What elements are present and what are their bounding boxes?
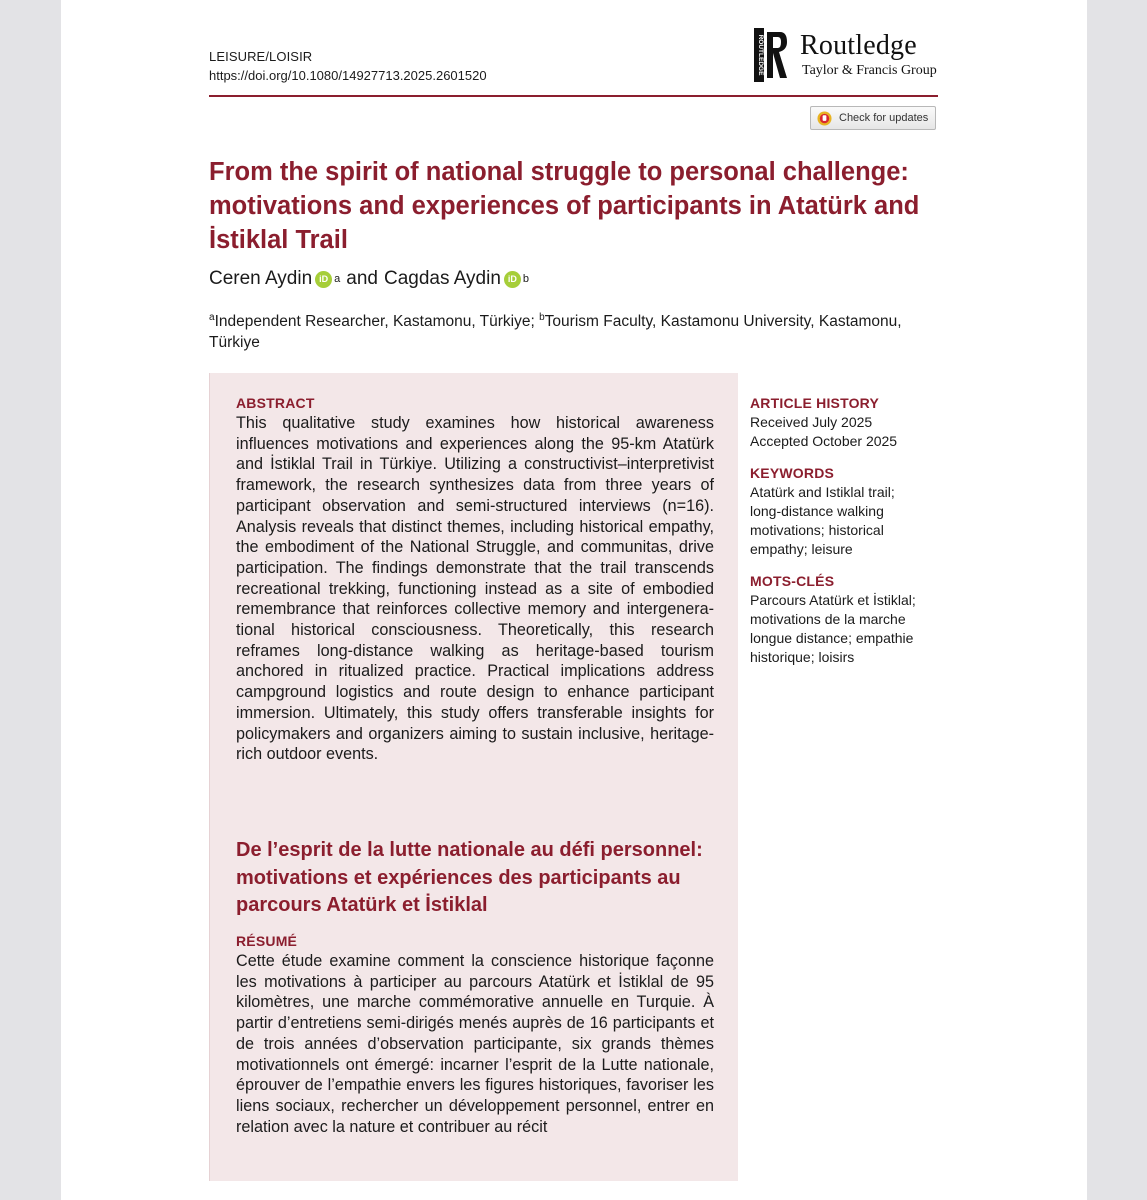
author-list: Ceren Aydin iD a and Cagdas Aydin iD b <box>209 268 530 289</box>
keyword-line: Atatürk and Istiklal trail; <box>750 484 895 500</box>
mots-cles-block <box>750 573 950 667</box>
article-title: From the spirit of national struggle to personal challenge: motivations and experiences of participants in Atatürk and İstiklal Trail <box>209 158 920 254</box>
abstract-heading: ABSTRACT <box>236 395 315 411</box>
svg-text:ROUTLEDGE: ROUTLEDGE <box>757 34 764 76</box>
orcid-icon[interactable]: iD <box>315 271 332 288</box>
author-name[interactable]: Ceren Aydin <box>209 268 313 289</box>
resume-heading: RÉSUMÉ <box>236 933 298 949</box>
article-page <box>61 0 1087 1200</box>
abstract-text: This qualitative study examines how historical awareness influences motivations and experiences along the 95-km Atatürk and İstiklal Trail in Türkiye. Utilizing a constructivist–interpretivist framework, the research synthesizes data from three years of participant observation and semi-structured interviews (n=16). Analysis reveals that distinct themes, including historical empathy, the embodiment of the National Struggle, and communitas, drive participation. The findings demonstrate that the trail transcends recreational trekking, functioning instead as a site of embodied remembrance that reinforces collective memory and intergenerational historical consciousness. Theoretically, this research reframes long-distance walking as heritage-based tourism anchored in ritualized practice. Practical implications address campground logistics and route design to enhance participant immersion. Ultimately, this study offers transferable insights for policymakers and organizers aiming to sustain inclusive, heritage-rich outdoor events. <box>236 414 714 764</box>
keyword-line: motivations; historical <box>750 522 884 538</box>
author-name[interactable]: Cagdas Aydin <box>384 268 501 289</box>
routledge-logo-icon <box>754 28 788 82</box>
resume-text: Cette étude examine comment la conscience historique façonne les motivations à participer au parcours Atatürk et İstiklal de 95 kilomètres, une marche commémorative annuelle en Turquie. À partir d’entretiens semi-dirigés menés auprès de 16 participants et de trois années d’observation participante, six grands thèmes motivationnels ont émergé: incarner l’esprit de la Lutte nationale, éprouver de l’empathie envers les figures historiques, favoriser les liens sociaux, rechercher un développement personnel, entrer en relation avec la nature et contribuer au récit <box>236 952 714 1136</box>
header-divider <box>209 95 938 97</box>
journal-name: LEISURE/LOISIR <box>209 49 313 64</box>
affiliation-marker: b <box>539 311 545 323</box>
affiliation-a: Independent Researcher, Kastamonu, Türkiye; <box>214 313 540 330</box>
abstract-panel <box>209 373 738 1181</box>
affiliations <box>209 311 949 353</box>
french-title: De l’esprit de la lutte nationale au défi personnel: motivations et expériences des participants au parcours Atatürk et İstiklal <box>236 839 703 916</box>
article-sidebar <box>750 395 950 681</box>
affiliation-marker: a <box>209 311 215 323</box>
author-joiner: and <box>346 268 378 289</box>
check-updates-label: Check for updates <box>839 112 929 124</box>
mots-cles-heading: MOTS-CLÉS <box>750 573 835 589</box>
check-for-updates-button[interactable] <box>810 106 936 130</box>
article-history <box>750 395 950 451</box>
mots-cles-line: motivations de la marche <box>750 611 906 627</box>
accepted-date: Accepted October 2025 <box>750 433 898 449</box>
mots-cles-line: historique; loisirs <box>750 649 855 665</box>
mots-cles-line: longue distance; empathie <box>750 630 914 646</box>
keyword-line: long-distance walking <box>750 503 884 519</box>
check-updates-icon <box>817 111 832 126</box>
publisher-name: Routledge <box>800 30 917 61</box>
keywords-heading: KEYWORDS <box>750 465 835 481</box>
publisher-subtitle: Taylor & Francis Group <box>802 63 937 78</box>
mots-cles-line: Parcours Atatürk et İstiklal; <box>750 592 916 608</box>
doi-link[interactable]: https://doi.org/10.1080/14927713.2025.2601520 <box>209 68 487 83</box>
orcid-icon[interactable]: iD <box>504 271 521 288</box>
affiliation-b: Tourism Faculty, Kastamonu University, Kastamonu, Türkiye <box>209 313 902 351</box>
keyword-line: empathy; leisure <box>750 541 853 557</box>
received-date: Received July 2025 <box>750 414 873 430</box>
article-history-heading: ARTICLE HISTORY <box>750 395 880 411</box>
keywords-block <box>750 465 950 559</box>
